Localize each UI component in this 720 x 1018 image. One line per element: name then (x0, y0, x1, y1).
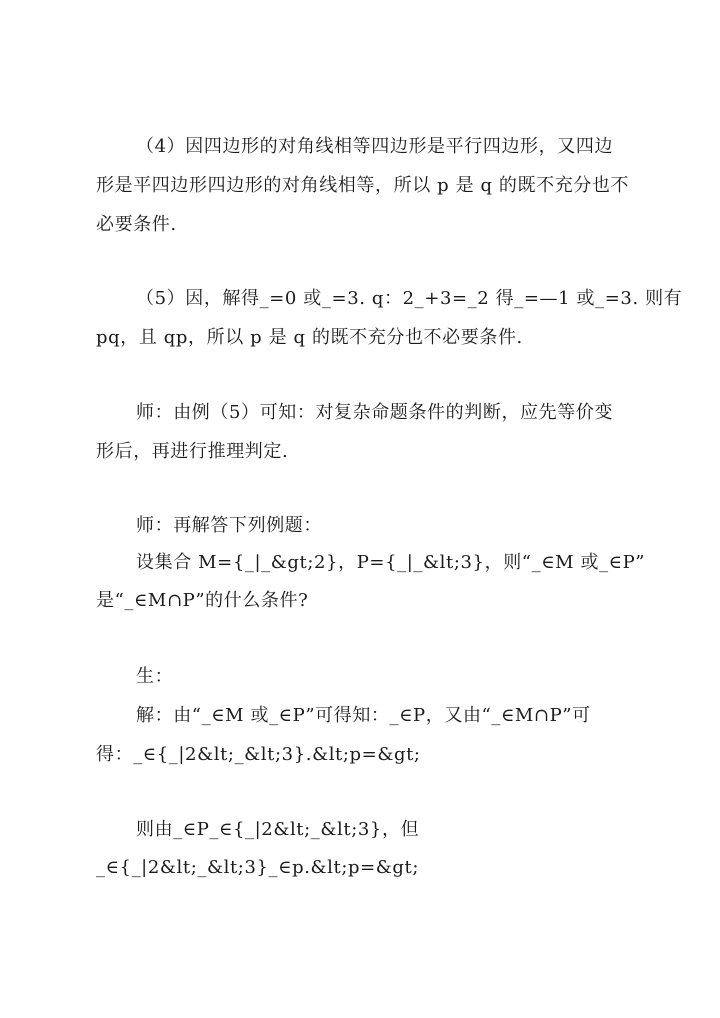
question-line-1: 设集合 M={_|_&gt;2}，P={_|_&lt;3}，则“_∈M 或_∈P” (136, 552, 646, 573)
student-label: 生： (136, 666, 174, 687)
paragraph-4-line-1: （4）因四边形的对角线相等四边形是平行四边形，又四边 (136, 136, 614, 157)
student-answer-line-2: 得：_∈{_|2&lt;_&lt;3}.&lt;p=&gt; (96, 744, 421, 765)
conclusion-line-1: 则由_∈P_∈{_|2&lt;_&lt;3}，但 (136, 819, 420, 840)
paragraph-4-line-2: 形是平四边形四边形的对角线相等，所以 p 是 q 的既不充分也不 (96, 175, 630, 196)
conclusion-line-2: _∈{_|2&lt;_&lt;3}_∈p.&lt;p=&gt; (96, 857, 420, 878)
paragraph-5-line-1: （5）因，解得_=0 或_=3. q：2_+3=_2 得_=—1 或_=3. 则有 (136, 288, 683, 309)
teacher-remark-1-line-2: 形后，再进行推理判定. (96, 441, 289, 462)
question-line-2: 是“_∈M∩P”的什么条件? (96, 590, 309, 611)
teacher-remark-2-line-1: 师：再解答下列例题： (136, 515, 322, 536)
paragraph-4-line-3: 必要条件. (96, 214, 177, 235)
teacher-remark-1-line-1: 师：由例（5）可知：对复杂命题条件的判断，应先等价变 (136, 402, 614, 423)
student-answer-line-1: 解：由“_∈M 或_∈P”可得知：_∈P，又由“_∈M∩P”可 (136, 705, 591, 726)
paragraph-5-line-2: pq，且 qp，所以 p 是 q 的既不充分也不必要条件. (96, 327, 523, 348)
